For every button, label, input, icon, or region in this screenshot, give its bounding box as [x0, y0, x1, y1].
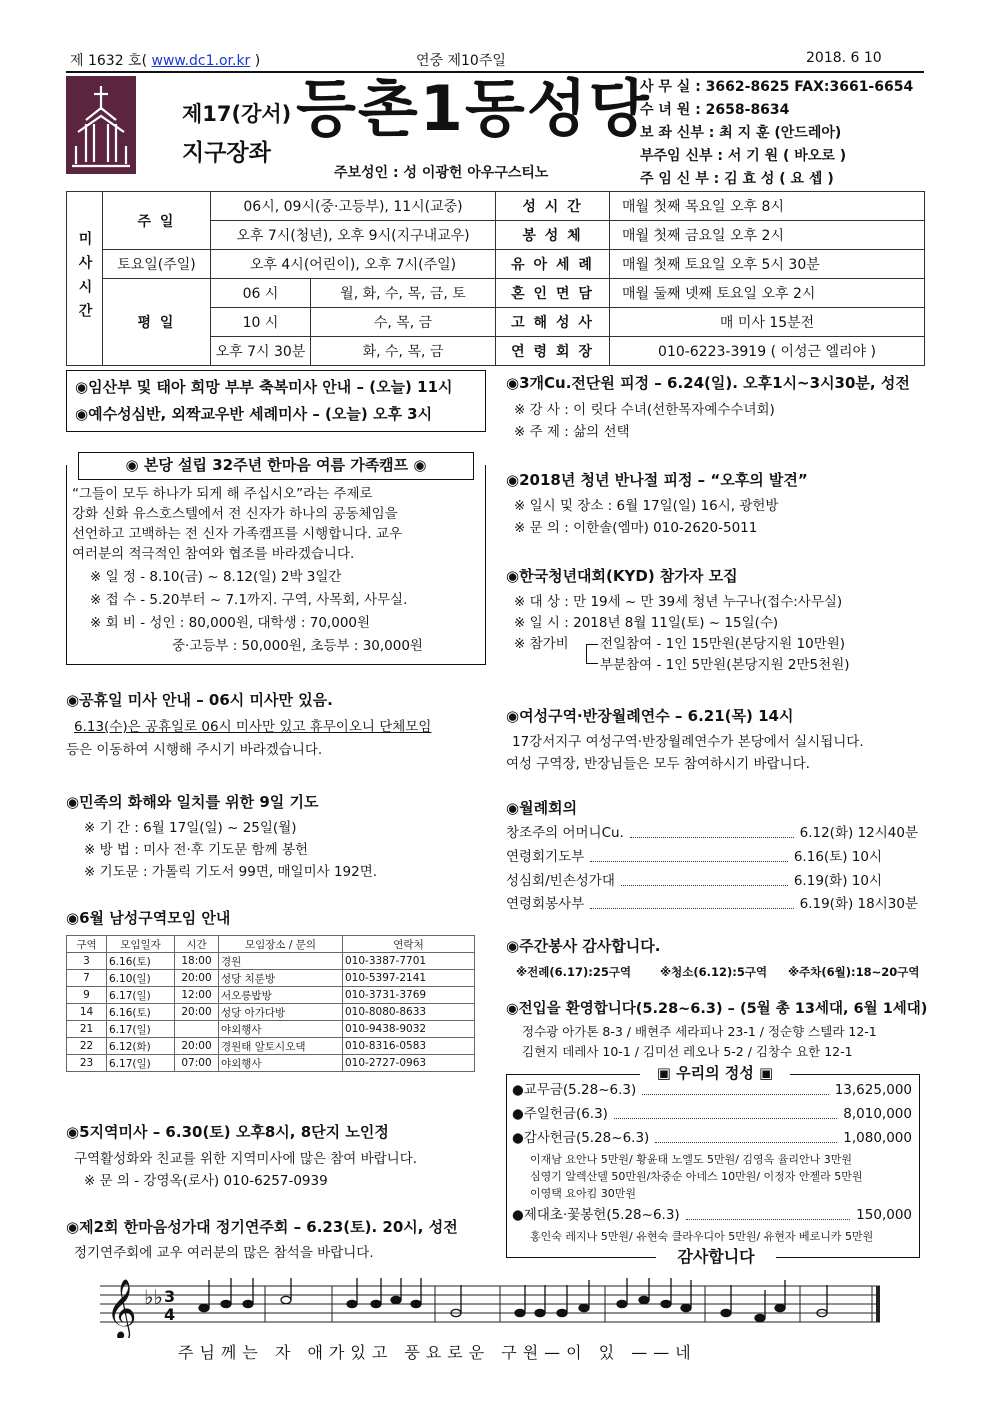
cell-place: 성당 아가다방	[219, 1004, 343, 1021]
offering-amount: 13,625,000	[834, 1082, 912, 1098]
youth-retreat-title: ◉ 2018년 청년 반나절 피정 – “오후의 발견”	[506, 470, 808, 490]
mass-times-table	[66, 191, 925, 366]
table-row	[67, 1038, 475, 1055]
cell-time: 20:00	[175, 970, 219, 987]
liturgical-week: 연중 제10주일	[416, 53, 506, 69]
contact-pastor: 주 임 신 부 : 김 효 성 ( 요 셉 )	[640, 171, 834, 187]
baptism-mass-line: ◉ 예수성심반, 외짝교우반 세례미사 – (오늘) 오후 3시	[75, 401, 477, 428]
cell-district: 14	[67, 1004, 107, 1021]
contact-vice-priest: 부주임 신부 : 서 기 원 ( 바오로 )	[640, 148, 847, 164]
monthly-meeting-item	[506, 871, 882, 891]
cell-place: 경원	[219, 953, 343, 970]
region-mass-text: 구역활성화와 친교를 위한 지역미사에 많은 참여 바랍니다.	[74, 1151, 418, 1167]
offering-name: ●제대초·꽃봉헌(5.28~6.3)	[512, 1207, 680, 1223]
region-mass-contact: ※ 문 의 - 강영옥(로사) 010-6257-0939	[84, 1173, 328, 1189]
sunday-label: 주 일	[103, 192, 211, 250]
cell-time: 18:00	[175, 953, 219, 970]
cell-time: 12:00	[175, 987, 219, 1004]
prayer-title: ◉ 민족의 화해와 일치를 위한 9일 기도	[66, 792, 319, 812]
weekday-time-3: 오후 7시 30분	[211, 337, 311, 366]
choir-concert-text: 정기연주회에 교우 여러분의 많은 참석을 바랍니다.	[74, 1245, 374, 1261]
offering-name: ●감사헌금(5.28~6.3)	[512, 1130, 650, 1146]
camp-fee: ※ 회 비 - 성인 : 80,000원, 대학생 : 70,000원	[90, 615, 371, 631]
website-link[interactable]: www.dc1.or.kr	[151, 53, 251, 69]
offering-item	[512, 1080, 912, 1100]
cell-district: 23	[67, 1055, 107, 1072]
cu-retreat-speaker: ※ 강 사 : 이 릿다 수녀(선한목자예수수녀회)	[514, 402, 775, 418]
cell-place: 경원태 알토시오댁	[219, 1038, 343, 1055]
right-label-3: 유 아 세 례	[496, 250, 610, 279]
table-row	[67, 970, 475, 987]
monthly-meeting-title: ◉ 월례회의	[506, 798, 577, 818]
kyd-fee-partial: 부분참여 - 1인 5만원(본당지원 2만5천원)	[600, 657, 850, 673]
welcome-names-2: 김현지 데레사 10-1 / 김미선 레오나 5-2 / 김창수 요한 12-1	[522, 1044, 853, 1059]
camp-text-4: 여러분의 적극적인 참여와 협조를 바라겠습니다.	[72, 546, 355, 562]
welcome-names-1: 정수광 아가톤 8-3 / 배현주 세라피나 23-1 / 정순향 스텔라 12-1	[522, 1024, 877, 1039]
district-label: 제17(강서)	[182, 102, 292, 126]
table-row	[67, 987, 475, 1004]
svg-text:𝄞: 𝄞	[106, 1279, 137, 1338]
right-value-5: 매 미사 15분전	[610, 308, 925, 337]
right-label-4: 혼 인 면 담	[496, 279, 610, 308]
table-row	[67, 1004, 475, 1021]
men-meeting-table	[66, 935, 475, 1072]
saturday-times: 오후 4시(어린이), 오후 7시(주일)	[211, 250, 496, 279]
sunday-times-1: 06시, 09시(중·고등부), 11시(교중)	[211, 192, 496, 221]
meeting-name: 성심회/빈손성가대	[506, 873, 615, 889]
meeting-name: 연령회기도부	[506, 849, 585, 865]
kyd-title: ◉ 한국청년대회(KYD) 참가자 모집	[506, 566, 738, 586]
weekday-label: 평 일	[103, 279, 211, 366]
cell-date: 6.10(일)	[107, 970, 175, 987]
meeting-time: 6.12(화) 12시40분	[799, 825, 918, 841]
camp-text-1: “그들이 모두 하나가 되게 해 주십시오”라는 주제로	[72, 486, 373, 502]
women-training-title: ◉ 여성구역·반장월례연수 – 6.21(목) 14시	[506, 706, 793, 726]
women-training-text-1: 17강서지구 여성구역·반장월례연수가 본당에서 실시됩니다.	[512, 734, 864, 750]
men-meeting-title: ◉ 6월 남성구역모임 안내	[66, 908, 230, 928]
holiday-text-2: 등은 이동하여 시행해 주시기 바라겠습니다.	[66, 742, 323, 758]
blessing-mass-line: ◉ 임산부 및 태아 희망 부부 축복미사 안내 – (오늘) 11시	[75, 374, 477, 401]
right-value-4: 매월 둘째 넷째 토요일 오후 2시	[610, 279, 925, 308]
offering-item	[512, 1205, 912, 1225]
family-camp-title: ◉ 본당 설립 32주년 한마음 여름 가족캠프 ◉	[78, 452, 474, 480]
cell-date: 6.12(화)	[107, 1038, 175, 1055]
cu-retreat-title: ◉ 3개Cu.전단원 피정 – 6.24(일). 오후1시~3시30분, 성전	[506, 373, 910, 393]
contact-office: 사 무 실 : 3662-8625 FAX:3661-6654	[640, 79, 914, 95]
col-contact: 연락처	[343, 936, 475, 953]
kyd-dates: ※ 일 시 : 2018년 8월 11일(토) ~ 15일(수)	[514, 615, 779, 631]
camp-schedule: ※ 일 정 - 8.10(금) ~ 8.12(일) 2박 3일간	[90, 569, 342, 585]
issue-bar	[66, 50, 924, 70]
table-row	[67, 953, 475, 970]
col-place: 모임장소 / 문의	[219, 936, 343, 953]
mass-side-label: 미사시간	[67, 192, 103, 366]
camp-text-3: 선언하고 고백하는 전 신자 가족캠프를 시행합니다. 교우	[72, 526, 402, 542]
saturday-label: 토요일(주일)	[103, 250, 211, 279]
parish-title: 등촌1동성당	[296, 72, 651, 145]
thanks-donors-2: 심영기 알렉산델 50만원/차중순 아네스 10만원/ 이정자 안젤라 5만원	[530, 1170, 863, 1183]
weekday-days-3: 화, 수, 목, 금	[311, 337, 496, 366]
cu-retreat-theme: ※ 주 제 : 삶의 선택	[514, 424, 630, 440]
contact-convent: 수 녀 원 : 2658-8634	[640, 102, 790, 118]
offering-item	[512, 1128, 912, 1148]
right-label-1: 성 시 간	[496, 192, 610, 221]
col-date: 모임일자	[107, 936, 175, 953]
offering-title: ▣ 우리의 정성 ▣	[640, 1063, 790, 1083]
cell-date: 6.16(토)	[107, 1004, 175, 1021]
cell-district: 9	[67, 987, 107, 1004]
cell-place: 야외행사	[219, 1055, 343, 1072]
right-value-3: 매월 첫째 토요일 오후 5시 30분	[610, 250, 925, 279]
district-seat-label: 지구장좌	[182, 140, 271, 166]
cell-contact: 010-2727-0963	[343, 1055, 475, 1072]
cell-time	[175, 1021, 219, 1038]
youth-retreat-contact: ※ 문 의 : 이한솔(엠마) 010-2620-5011	[514, 520, 758, 536]
cell-time: 20:00	[175, 1004, 219, 1021]
svg-text:3: 3	[164, 1287, 176, 1306]
holiday-text-1: 6.13(수)은 공휴일로 06시 미사만 있고 휴무이오니 단체모임	[74, 719, 432, 735]
col-time: 시간	[175, 936, 219, 953]
cell-contact: 010-3731-3769	[343, 987, 475, 1004]
camp-fee-youth: 중·고등부 : 50,000원, 초등부 : 30,000원	[172, 638, 423, 654]
kyd-target: ※ 대 상 : 만 19세 ~ 만 39세 청년 누구나(접수:사무실)	[514, 594, 843, 610]
right-value-2: 매월 첫째 금요일 오후 2시	[610, 221, 925, 250]
weekday-time-2: 10 시	[211, 308, 311, 337]
cell-contact: 010-9438-9032	[343, 1021, 475, 1038]
holiday-mass-title: ◉ 공휴일 미사 안내 – 06시 미사만 있음.	[66, 690, 333, 710]
cell-district: 21	[67, 1021, 107, 1038]
offering-amount: 150,000	[856, 1207, 912, 1223]
offering-amount: 8,010,000	[843, 1106, 912, 1122]
altar-donors: 홍인숙 레지나 5만원/ 유현숙 클라우디아 5만원/ 유현자 베로니카 5만원	[530, 1230, 874, 1243]
meeting-time: 6.19(화) 18시30분	[799, 896, 918, 912]
right-label-6: 연 령 회 장	[496, 337, 610, 366]
right-label-5: 고 해 성 사	[496, 308, 610, 337]
monthly-meeting-item	[506, 894, 918, 914]
table-row	[67, 1055, 475, 1072]
weekly-service-title: ◉ 주간봉사 감사합니다.	[506, 936, 660, 956]
meeting-name: 창조주의 어머니Cu.	[506, 825, 624, 841]
right-value-6: 010-6223-3919 ( 이성근 엘리야 )	[610, 337, 925, 366]
offering-name: ●주일헌금(6.3)	[512, 1106, 608, 1122]
cell-date: 6.16(토)	[107, 953, 175, 970]
cell-place: 성당 치룬방	[219, 970, 343, 987]
cell-contact: 010-3387-7701	[343, 953, 475, 970]
cell-place: 야외행사	[219, 1021, 343, 1038]
cell-district: 22	[67, 1038, 107, 1055]
choir-concert-title: ◉ 제2회 한마음성가대 정기연주회 – 6.23(토). 20시, 성전	[66, 1217, 458, 1237]
offering-name: ●교무금(5.28~6.3)	[512, 1082, 637, 1098]
kyd-fee-label: ※ 참가비	[514, 636, 569, 652]
youth-retreat-time: ※ 일시 및 장소 : 6월 17일(일) 16시, 광헌방	[514, 498, 779, 514]
prayer-method: ※ 방 법 : 미사 전·후 기도문 함께 봉헌	[84, 842, 309, 858]
women-training-text-2: 여성 구역장, 반장님들은 모두 참여하시기 바랍니다.	[506, 756, 810, 772]
kyd-fee-full: 전일참여 - 1인 15만원(본당지원 10만원)	[600, 636, 846, 652]
offering-footer: 감사합니다	[656, 1247, 776, 1267]
cell-district: 7	[67, 970, 107, 987]
contact-assistant-priest: 보 좌 신부 : 최 지 훈 (안드레아)	[640, 125, 842, 141]
cell-date: 6.17(일)	[107, 987, 175, 1004]
hymn-lyrics: 주님께는 자 애가있고 풍요로운 구원—이 있 ——네	[178, 1343, 697, 1362]
camp-registration: ※ 접 수 - 5.20부터 ~ 7.1까지. 구역, 사목회, 사무실.	[90, 592, 408, 608]
prayer-text-ref: ※ 기도문 : 가톨릭 기도서 99면, 매일미사 192면.	[84, 864, 378, 880]
kyd-bracket	[586, 644, 598, 664]
svg-text:♭♭: ♭♭	[144, 1285, 163, 1309]
patron-saint: 주보성인 : 성 이광헌 아우구스티노	[334, 165, 549, 181]
offering-item	[512, 1104, 912, 1124]
cell-time: 20:00	[175, 1038, 219, 1055]
cell-contact: 010-5397-2141	[343, 970, 475, 987]
issue-number: 제 1632 호( www.dc1.or.kr )	[70, 53, 261, 69]
meeting-name: 연령회봉사부	[506, 896, 585, 912]
weekday-time-1: 06 시	[211, 279, 311, 308]
meeting-time: 6.16(토) 10시	[793, 849, 882, 865]
thanks-donors-1: 이재남 요안나 5만원/ 황윤태 노엘도 5만원/ 김영옥 율리안나 3만원	[530, 1153, 853, 1166]
service-parking: ※주차(6월):18~20구역	[788, 965, 920, 979]
right-label-2: 봉 성 체	[496, 221, 610, 250]
welcome-title: ◉ 전입을 환영합니다(5.28~6.3) – (5월 총 13세대, 6월 1세대)	[506, 999, 927, 1019]
prayer-period: ※ 기 간 : 6월 17일(일) ~ 25일(월)	[84, 820, 297, 836]
right-value-1: 매월 첫째 목요일 오후 8시	[610, 192, 925, 221]
cell-contact: 010-8080-8633	[343, 1004, 475, 1021]
offering-amount: 1,080,000	[843, 1130, 912, 1146]
weekday-days-2: 수, 목, 금	[311, 308, 496, 337]
thanks-donors-3: 이영택 요아킴 30만원	[530, 1187, 636, 1200]
cell-time: 07:00	[175, 1055, 219, 1072]
meeting-time: 6.19(화) 10시	[793, 873, 882, 889]
col-district: 구역	[67, 936, 107, 953]
service-liturgy: ※전례(6.17):25구역	[516, 965, 632, 979]
cell-date: 6.17(일)	[107, 1055, 175, 1072]
camp-text-2: 강화 신화 유스호스텔에서 전 신자가 하나의 공동체임을	[72, 506, 398, 522]
monthly-meeting-item	[506, 847, 882, 867]
sunday-times-2: 오후 7시(청년), 오후 9시(지구내교우)	[211, 221, 496, 250]
cell-district: 3	[67, 953, 107, 970]
cell-contact: 010-8316-0583	[343, 1038, 475, 1055]
region-mass-title: ◉ 5지역미사 – 6.30(토) 오후8시, 8단지 노인정	[66, 1122, 389, 1142]
table-row	[67, 1021, 475, 1038]
church-logo	[66, 76, 136, 174]
cell-date: 6.17(일)	[107, 1021, 175, 1038]
family-camp-body	[72, 484, 482, 656]
issue-date: 2018. 6 10	[806, 50, 882, 66]
monthly-meeting-item	[506, 823, 918, 843]
cell-place: 서오릉밥방	[219, 987, 343, 1004]
weekday-days-1: 월, 화, 수, 목, 금, 토	[311, 279, 496, 308]
service-cleaning: ※청소(6.12):5구역	[660, 965, 768, 979]
blessing-mass-notice	[66, 370, 486, 432]
svg-text:4: 4	[164, 1305, 176, 1324]
